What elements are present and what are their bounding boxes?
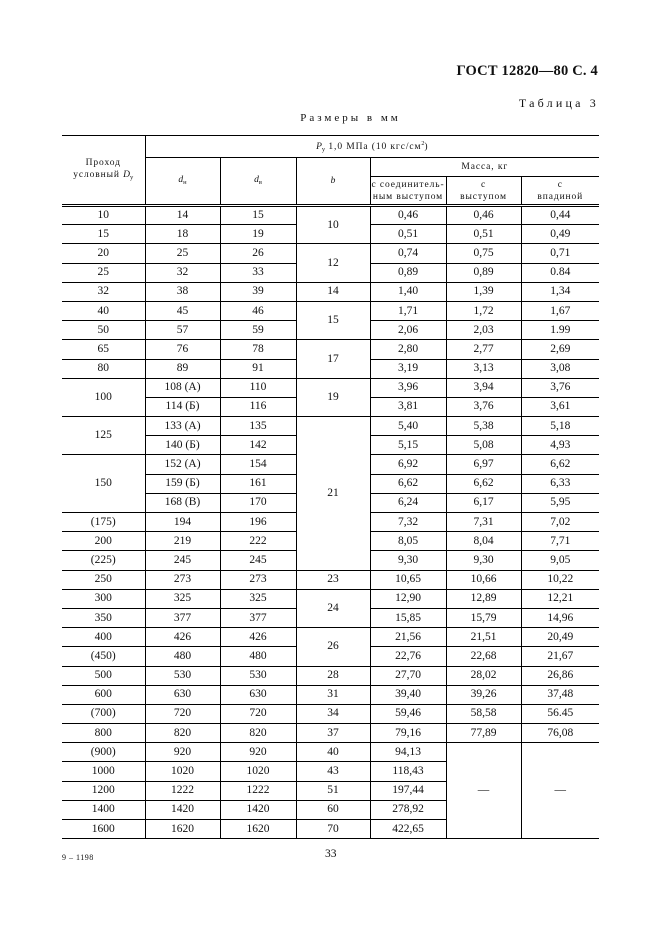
cell-mass1: 6,92 (370, 455, 446, 474)
cell-mass2: 12,89 (446, 589, 521, 608)
header-nominal-bore-line2: условный (73, 169, 120, 180)
cell-mass2: 5,38 (446, 417, 521, 436)
cell-dy: 100 (62, 378, 145, 416)
cell-mass1: 0,46 (370, 206, 446, 225)
cell-mass3: 9,05 (521, 551, 599, 570)
cell-dv: 142 (220, 436, 296, 455)
cell-mass1: 3,81 (370, 397, 446, 416)
cell-dy: 50 (62, 321, 145, 340)
cell-dn: 18 (145, 225, 220, 244)
cell-dv: 222 (220, 532, 296, 551)
cell-mass3: 6,62 (521, 455, 599, 474)
cell-mass3: 10,22 (521, 570, 599, 589)
cell-b: 43 (296, 762, 370, 781)
cell-b: 37 (296, 724, 370, 743)
cell-mass1: 6,24 (370, 493, 446, 512)
cell-dn: 14 (145, 206, 220, 225)
cell-mass1: 0,74 (370, 244, 446, 263)
cell-mass2: 6,62 (446, 474, 521, 493)
cell-mass2: 77,89 (446, 724, 521, 743)
cell-mass1: 1,40 (370, 282, 446, 301)
cell-b: 26 (296, 628, 370, 666)
cell-b: 17 (296, 340, 370, 378)
cell-dv: 78 (220, 340, 296, 359)
header-outer-diameter (145, 158, 220, 206)
table-row (62, 685, 599, 704)
header-mass3-line1: с (557, 179, 563, 190)
cell-mass1: 5,15 (370, 436, 446, 455)
cell-dn: 1020 (145, 762, 220, 781)
cell-mass1: 5,40 (370, 417, 446, 436)
cell-mass2: 15,79 (446, 608, 521, 627)
b-symbol: b (330, 176, 336, 186)
cell-mass2: 3,13 (446, 359, 521, 378)
cell-dv: 39 (220, 282, 296, 301)
cell-dy: 1400 (62, 800, 145, 819)
cell-dy: 350 (62, 608, 145, 627)
pressure-close: ) (424, 141, 429, 152)
table-row (62, 417, 599, 436)
cell-dv: 426 (220, 628, 296, 647)
cell-dn: 140 (Б) (145, 436, 220, 455)
cell-dy: 125 (62, 417, 145, 455)
cell-mass1: 7,32 (370, 513, 446, 532)
cell-dv: 920 (220, 743, 296, 762)
cell-b: 31 (296, 685, 370, 704)
cell-dn: 45 (145, 301, 220, 320)
dy-symbol: D (123, 169, 131, 180)
cell-dn: 25 (145, 244, 220, 263)
cell-dv: 33 (220, 263, 296, 282)
table-row (62, 206, 599, 225)
cell-mass2: 2,03 (446, 321, 521, 340)
cell-mass1: 21,56 (370, 628, 446, 647)
dv-subscript: в (258, 178, 262, 186)
cell-dv: 480 (220, 647, 296, 666)
cell-mass3: 5,95 (521, 493, 599, 512)
cell-dy: 150 (62, 455, 145, 513)
cell-mass3: 12,21 (521, 589, 599, 608)
cell-dn: 245 (145, 551, 220, 570)
cell-dn: 38 (145, 282, 220, 301)
cell-b: 40 (296, 743, 370, 762)
cell-dn: 219 (145, 532, 220, 551)
cell-dn: 32 (145, 263, 220, 282)
cell-dv: 116 (220, 397, 296, 416)
cell-dn: 76 (145, 340, 220, 359)
cell-b: 15 (296, 301, 370, 339)
cell-mass1: 3,96 (370, 378, 446, 397)
cell-dn: 720 (145, 704, 220, 723)
cell-dv: 245 (220, 551, 296, 570)
table-row (62, 724, 599, 743)
cell-mass1: 59,46 (370, 704, 446, 723)
table-row (62, 378, 599, 397)
cell-dy: 800 (62, 724, 145, 743)
cell-b: 51 (296, 781, 370, 800)
cell-mass2: 0,89 (446, 263, 521, 282)
cell-dn: 108 (А) (145, 378, 220, 397)
cell-b: 24 (296, 589, 370, 627)
cell-dn: 89 (145, 359, 220, 378)
cell-mass2: 9,30 (446, 551, 521, 570)
table-row (62, 589, 599, 608)
cell-dv: 91 (220, 359, 296, 378)
cell-dv: 15 (220, 206, 296, 225)
header-mass2-line2: выступом (460, 191, 507, 202)
cell-dn: 194 (145, 513, 220, 532)
cell-b: 10 (296, 206, 370, 244)
cell-mass2: 39,26 (446, 685, 521, 704)
cell-mass2: 58,58 (446, 704, 521, 723)
cell-mass3: 4,93 (521, 436, 599, 455)
pressure-subscript: у (321, 145, 326, 153)
cell-mass2: 10,66 (446, 570, 521, 589)
cell-dy: 300 (62, 589, 145, 608)
cell-mass2: 0,46 (446, 206, 521, 225)
cell-mass2: 2,77 (446, 340, 521, 359)
cell-dn: 168 (В) (145, 493, 220, 512)
cell-dy: 1000 (62, 762, 145, 781)
cell-mass2: 8,04 (446, 532, 521, 551)
cell-mass3: 0.84 (521, 263, 599, 282)
header-inner-diameter (220, 158, 296, 206)
cell-mass1: 8,05 (370, 532, 446, 551)
cell-b: 34 (296, 704, 370, 723)
cell-mass2: 5,08 (446, 436, 521, 455)
header-row (62, 136, 599, 158)
table-row (62, 666, 599, 685)
cell-dn: 57 (145, 321, 220, 340)
cell-b: 12 (296, 244, 370, 282)
cell-mass3: 76,08 (521, 724, 599, 743)
dy-subscript: у (130, 173, 134, 181)
cell-dy: (225) (62, 551, 145, 570)
cell-mass3: 0,71 (521, 244, 599, 263)
cell-dn: 325 (145, 589, 220, 608)
cell-dn: 530 (145, 666, 220, 685)
cell-dy: (700) (62, 704, 145, 723)
cell-dv: 161 (220, 474, 296, 493)
cell-mass1: 1,71 (370, 301, 446, 320)
dn-subscript: н (183, 178, 187, 186)
cell-dn: 114 (Б) (145, 397, 220, 416)
cell-dy: 40 (62, 301, 145, 320)
cell-b: 60 (296, 800, 370, 819)
cell-dy: 250 (62, 570, 145, 589)
table-row (62, 244, 599, 263)
cell-dv: 170 (220, 493, 296, 512)
document-code: ГОСТ 12820—80 С. 4 (456, 63, 598, 79)
header-pressure (145, 136, 599, 158)
page-number: 33 (325, 848, 337, 860)
cell-dy: 400 (62, 628, 145, 647)
cell-mass1: 39,40 (370, 685, 446, 704)
cell-dn: 159 (Б) (145, 474, 220, 493)
pressure-symbol: P (316, 141, 322, 152)
cell-mass1: 27,70 (370, 666, 446, 685)
cell-mass1: 6,62 (370, 474, 446, 493)
cell-mass1: 3,19 (370, 359, 446, 378)
cell-b: 28 (296, 666, 370, 685)
cell-mass1: 278,92 (370, 800, 446, 819)
cell-mass1: 15,85 (370, 608, 446, 627)
table-row (62, 301, 599, 320)
header-mass3-line2: впадиной (537, 191, 584, 202)
cell-dn: 1620 (145, 820, 220, 839)
header-thickness (296, 158, 370, 206)
cell-dn: 152 (А) (145, 455, 220, 474)
cell-b: 14 (296, 282, 370, 301)
cell-dy: 10 (62, 206, 145, 225)
cell-dn: 377 (145, 608, 220, 627)
cell-mass3: 14,96 (521, 608, 599, 627)
cell-mass3: 21,67 (521, 647, 599, 666)
cell-mass1: 12,90 (370, 589, 446, 608)
cell-mass3: 20,49 (521, 628, 599, 647)
header-mass1-line2: ным выступом (372, 191, 444, 202)
cell-mass2: 28,02 (446, 666, 521, 685)
header-mass-projection (446, 177, 521, 206)
cell-b: 19 (296, 378, 370, 416)
cell-dv: 196 (220, 513, 296, 532)
cell-dy: 80 (62, 359, 145, 378)
pressure-text: 1,0 МПа (10 кгс/см (328, 141, 422, 152)
cell-mass3-not-applicable: — (521, 743, 599, 839)
cell-dy: 65 (62, 340, 145, 359)
cell-dy: (900) (62, 743, 145, 762)
cell-dv: 325 (220, 589, 296, 608)
cell-mass2: 3,94 (446, 378, 521, 397)
cell-dv: 377 (220, 608, 296, 627)
cell-mass2: 0,75 (446, 244, 521, 263)
cell-dy: 1600 (62, 820, 145, 839)
cell-mass1: 22,76 (370, 647, 446, 666)
cell-dv: 26 (220, 244, 296, 263)
cell-b: 70 (296, 820, 370, 839)
table-row (62, 282, 599, 301)
cell-dv: 1620 (220, 820, 296, 839)
cell-dv: 530 (220, 666, 296, 685)
cell-dv: 135 (220, 417, 296, 436)
table-row (62, 570, 599, 589)
cell-mass1: 2,80 (370, 340, 446, 359)
cell-dy: 32 (62, 282, 145, 301)
cell-dv: 820 (220, 724, 296, 743)
cell-dv: 46 (220, 301, 296, 320)
cell-mass3: 0,49 (521, 225, 599, 244)
cell-dv: 154 (220, 455, 296, 474)
cell-mass3: 37,48 (521, 685, 599, 704)
cell-dy: 1200 (62, 781, 145, 800)
cell-dv: 630 (220, 685, 296, 704)
cell-mass2: 6,97 (446, 455, 521, 474)
cell-dy: 15 (62, 225, 145, 244)
cell-dy: 20 (62, 244, 145, 263)
header-mass: Масса, кг (370, 158, 599, 177)
cell-dn: 426 (145, 628, 220, 647)
cell-dn: 133 (А) (145, 417, 220, 436)
cell-mass1: 0,89 (370, 263, 446, 282)
cell-b: 21 (296, 417, 370, 571)
cell-mass3: 1,67 (521, 301, 599, 320)
cell-dy: 600 (62, 685, 145, 704)
cell-mass2: 6,17 (446, 493, 521, 512)
cell-dv: 273 (220, 570, 296, 589)
cell-mass3: 7,71 (521, 532, 599, 551)
cell-mass2: 22,68 (446, 647, 521, 666)
header-mass1-line1: с соединитель- (371, 179, 445, 190)
cell-mass2: 1,39 (446, 282, 521, 301)
dimensions-table (62, 135, 599, 839)
cell-mass1: 118,43 (370, 762, 446, 781)
cell-mass1: 10,65 (370, 570, 446, 589)
cell-mass2: 7,31 (446, 513, 521, 532)
cell-mass3: 5,18 (521, 417, 599, 436)
cell-mass1: 0,51 (370, 225, 446, 244)
cell-dn: 630 (145, 685, 220, 704)
cell-mass1: 79,16 (370, 724, 446, 743)
cell-dn: 1420 (145, 800, 220, 819)
cell-dy: (175) (62, 513, 145, 532)
cell-dv: 110 (220, 378, 296, 397)
table-row (62, 704, 599, 723)
cell-mass1: 94,13 (370, 743, 446, 762)
pressure-superscript: 2 (421, 140, 425, 147)
cell-mass1: 422,65 (370, 820, 446, 839)
cell-mass3: 26,86 (521, 666, 599, 685)
cell-dy: 500 (62, 666, 145, 685)
cell-b: 23 (296, 570, 370, 589)
dv-symbol: d (254, 174, 259, 185)
cell-dv: 59 (220, 321, 296, 340)
header-nominal-bore-line1: Проход (85, 157, 121, 168)
footer-print-code: 9 – 1198 (62, 853, 94, 862)
cell-mass2: 1,72 (446, 301, 521, 320)
units-label: Размеры в мм (300, 112, 401, 124)
cell-dv: 1420 (220, 800, 296, 819)
dn-symbol: d (178, 174, 184, 185)
cell-dn: 920 (145, 743, 220, 762)
cell-mass2: 21,51 (446, 628, 521, 647)
table-row (62, 628, 599, 647)
header-mass-recess (521, 177, 599, 206)
cell-dn: 820 (145, 724, 220, 743)
cell-dv: 1020 (220, 762, 296, 781)
cell-mass1: 2,06 (370, 321, 446, 340)
cell-dv: 1222 (220, 781, 296, 800)
cell-mass3: 3,61 (521, 397, 599, 416)
cell-mass1: 9,30 (370, 551, 446, 570)
cell-mass3: 0,44 (521, 206, 599, 225)
cell-mass2-not-applicable: — (446, 743, 521, 839)
cell-mass3: 1,34 (521, 282, 599, 301)
cell-mass3: 3,76 (521, 378, 599, 397)
cell-mass3: 2,69 (521, 340, 599, 359)
cell-mass2: 3,76 (446, 397, 521, 416)
cell-dv: 19 (220, 225, 296, 244)
header-mass-joint-projection (370, 177, 446, 206)
header-mass2-line1: с (480, 179, 487, 190)
cell-mass3: 1.99 (521, 321, 599, 340)
cell-mass3: 7,02 (521, 513, 599, 532)
cell-mass3: 6,33 (521, 474, 599, 493)
cell-dy: 25 (62, 263, 145, 282)
cell-dy: (450) (62, 647, 145, 666)
cell-mass2: 0,51 (446, 225, 521, 244)
cell-mass3: 56.45 (521, 704, 599, 723)
cell-mass1: 197,44 (370, 781, 446, 800)
cell-dv: 720 (220, 704, 296, 723)
cell-mass3: 3,08 (521, 359, 599, 378)
table-row (62, 743, 599, 762)
table-row (62, 340, 599, 359)
cell-dy: 200 (62, 532, 145, 551)
header-nominal-bore (62, 136, 145, 206)
table-label: Таблица 3 (518, 96, 599, 110)
cell-dn: 1222 (145, 781, 220, 800)
cell-dn: 480 (145, 647, 220, 666)
cell-dn: 273 (145, 570, 220, 589)
